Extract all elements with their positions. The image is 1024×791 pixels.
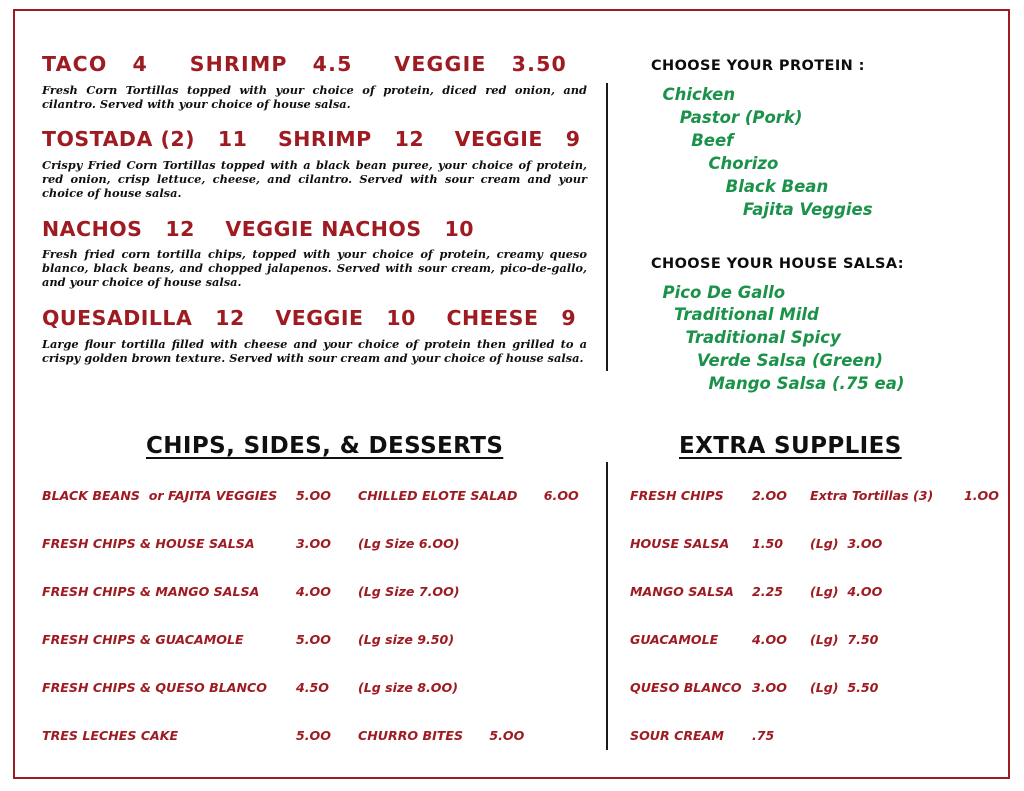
table-row [42, 536, 590, 584]
dish-description: Fresh Corn Tortillas topped with your choice of protein, diced red onion, and cilantro. Served with your choice of house salsa. [42, 82, 587, 111]
item-name: FRESH CHIPS [630, 488, 724, 503]
main-dishes-column [42, 52, 594, 382]
item-name: BLACK BEANS or FAJITA VEGGIES [42, 488, 278, 503]
protein-option-black-bean: Black Bean [651, 176, 829, 196]
item-extra: CHURRO BITES 5.OO [358, 728, 525, 743]
protein-list [651, 84, 991, 222]
salsa-option-traditional-mild: Traditional Mild [651, 305, 819, 325]
dish-title: QUESADILLA 12 VEGGIE 10 CHEESE 9 [42, 306, 577, 331]
item-price: .75 [752, 728, 775, 743]
protein-choices-group [651, 58, 991, 222]
dish-description: Crispy Fried Corn Tortillas topped with a black bean puree, your choice of protein, red onion, crisp lettuce, cheese, and cilantro. Served with sour cream and your choice of house salsa. [42, 158, 587, 200]
dish-item-tostada [42, 127, 594, 200]
item-extra: Extra Tortillas (3) 1.OO [810, 488, 999, 503]
column-divider-top [606, 83, 608, 371]
item-extra: CHILLED ELOTE SALAD 6.OO [358, 488, 579, 503]
protein-heading: CHOOSE YOUR PROTEIN : [651, 58, 865, 74]
chips-sides-desserts-heading: CHIPS, SIDES, & DESSERTS [146, 433, 504, 459]
dish-title: TACO 4 SHRIMP 4.5 VEGGIE 3.50 [42, 52, 568, 76]
table-row [630, 536, 1000, 584]
table-row [42, 488, 590, 536]
table-row [42, 632, 590, 680]
extra-supplies-table [630, 488, 1000, 776]
item-price: 4.OO [296, 584, 331, 599]
item-price: 3.OO [296, 536, 331, 551]
dish-description: Fresh fried corn tortilla chips, topped with your choice of protein, creamy queso blanco, black beans, and chopped jalapenos. Served with sour cream, pico-de-gallo, and your choice of house salsa. [42, 247, 587, 290]
item-price: 4.OO [752, 632, 787, 647]
item-extra: (Lg size 9.50) [358, 632, 455, 647]
choices-column [651, 58, 991, 396]
item-extra: (Lg size 8.OO) [358, 680, 458, 695]
item-price: 2.OO [752, 488, 787, 503]
item-extra: (Lg) 7.50 [810, 632, 879, 647]
item-name: FRESH CHIPS & HOUSE SALSA [42, 536, 255, 551]
item-extra: (Lg Size 7.OO) [358, 584, 460, 599]
column-divider-bottom [606, 462, 608, 750]
salsa-option-pico-de-gallo: Pico De Gallo [651, 282, 786, 302]
salsa-option-mango: Mango Salsa (.75 ea) [651, 374, 905, 394]
table-row [42, 680, 590, 728]
item-price: 5.OO [296, 632, 331, 647]
salsa-choices-group [651, 256, 991, 397]
table-row [42, 584, 590, 632]
protein-option-chicken: Chicken [651, 85, 736, 104]
protein-option-pastor: Pastor (Pork) [651, 107, 803, 127]
item-name: SOUR CREAM [630, 728, 724, 743]
item-name: QUESO BLANCO [630, 680, 742, 695]
item-price: 1.50 [752, 536, 784, 551]
item-price: 5.OO [296, 488, 331, 503]
item-price: 2.25 [752, 584, 784, 599]
dish-description: Large flour tortilla filled with cheese and your choice of protein then grilled to a crispy golden brown texture. Served with sour cream and your choice of house salsa. [42, 336, 587, 365]
dish-item-nachos [42, 217, 594, 290]
item-name: HOUSE SALSA [630, 536, 730, 551]
chips-sides-desserts-table [42, 488, 590, 776]
table-row [42, 728, 590, 776]
extra-supplies-heading: EXTRA SUPPLIES [679, 433, 902, 459]
item-name: FRESH CHIPS & GUACAMOLE [42, 632, 244, 647]
dish-item-taco [42, 52, 594, 111]
item-extra: (Lg) 3.OO [810, 536, 883, 551]
item-extra: (Lg) 5.50 [810, 680, 879, 695]
dish-item-quesadilla [42, 306, 594, 365]
protein-option-chorizo: Chorizo [651, 153, 779, 173]
salsa-option-verde: Verde Salsa (Green) [651, 351, 883, 371]
protein-option-fajita-veggies: Fajita Veggies [651, 199, 873, 219]
table-row [630, 584, 1000, 632]
item-price: 3.OO [752, 680, 787, 695]
item-extra: (Lg Size 6.OO) [358, 536, 460, 551]
item-name: GUACAMOLE [630, 632, 719, 647]
item-name: FRESH CHIPS & QUESO BLANCO [42, 680, 267, 695]
salsa-heading: CHOOSE YOUR HOUSE SALSA: [651, 255, 904, 272]
salsa-list [651, 282, 991, 397]
item-name: MANGO SALSA [630, 584, 734, 599]
protein-option-beef: Beef [651, 130, 734, 150]
item-price: 5.OO [296, 728, 331, 743]
dish-title: TOSTADA (2) 11 SHRIMP 12 VEGGIE 9 [42, 127, 581, 152]
table-row [630, 680, 1000, 728]
table-row [630, 728, 1000, 776]
dish-title: NACHOS 12 VEGGIE NACHOS 10 [42, 216, 475, 241]
item-name: TRES LECHES CAKE [42, 728, 179, 743]
item-price: 4.5O [296, 680, 330, 695]
table-row [630, 632, 1000, 680]
table-row [630, 488, 1000, 536]
salsa-option-traditional-spicy: Traditional Spicy [651, 328, 841, 348]
item-extra: (Lg) 4.OO [810, 584, 883, 599]
item-name: FRESH CHIPS & MANGO SALSA [42, 584, 260, 599]
